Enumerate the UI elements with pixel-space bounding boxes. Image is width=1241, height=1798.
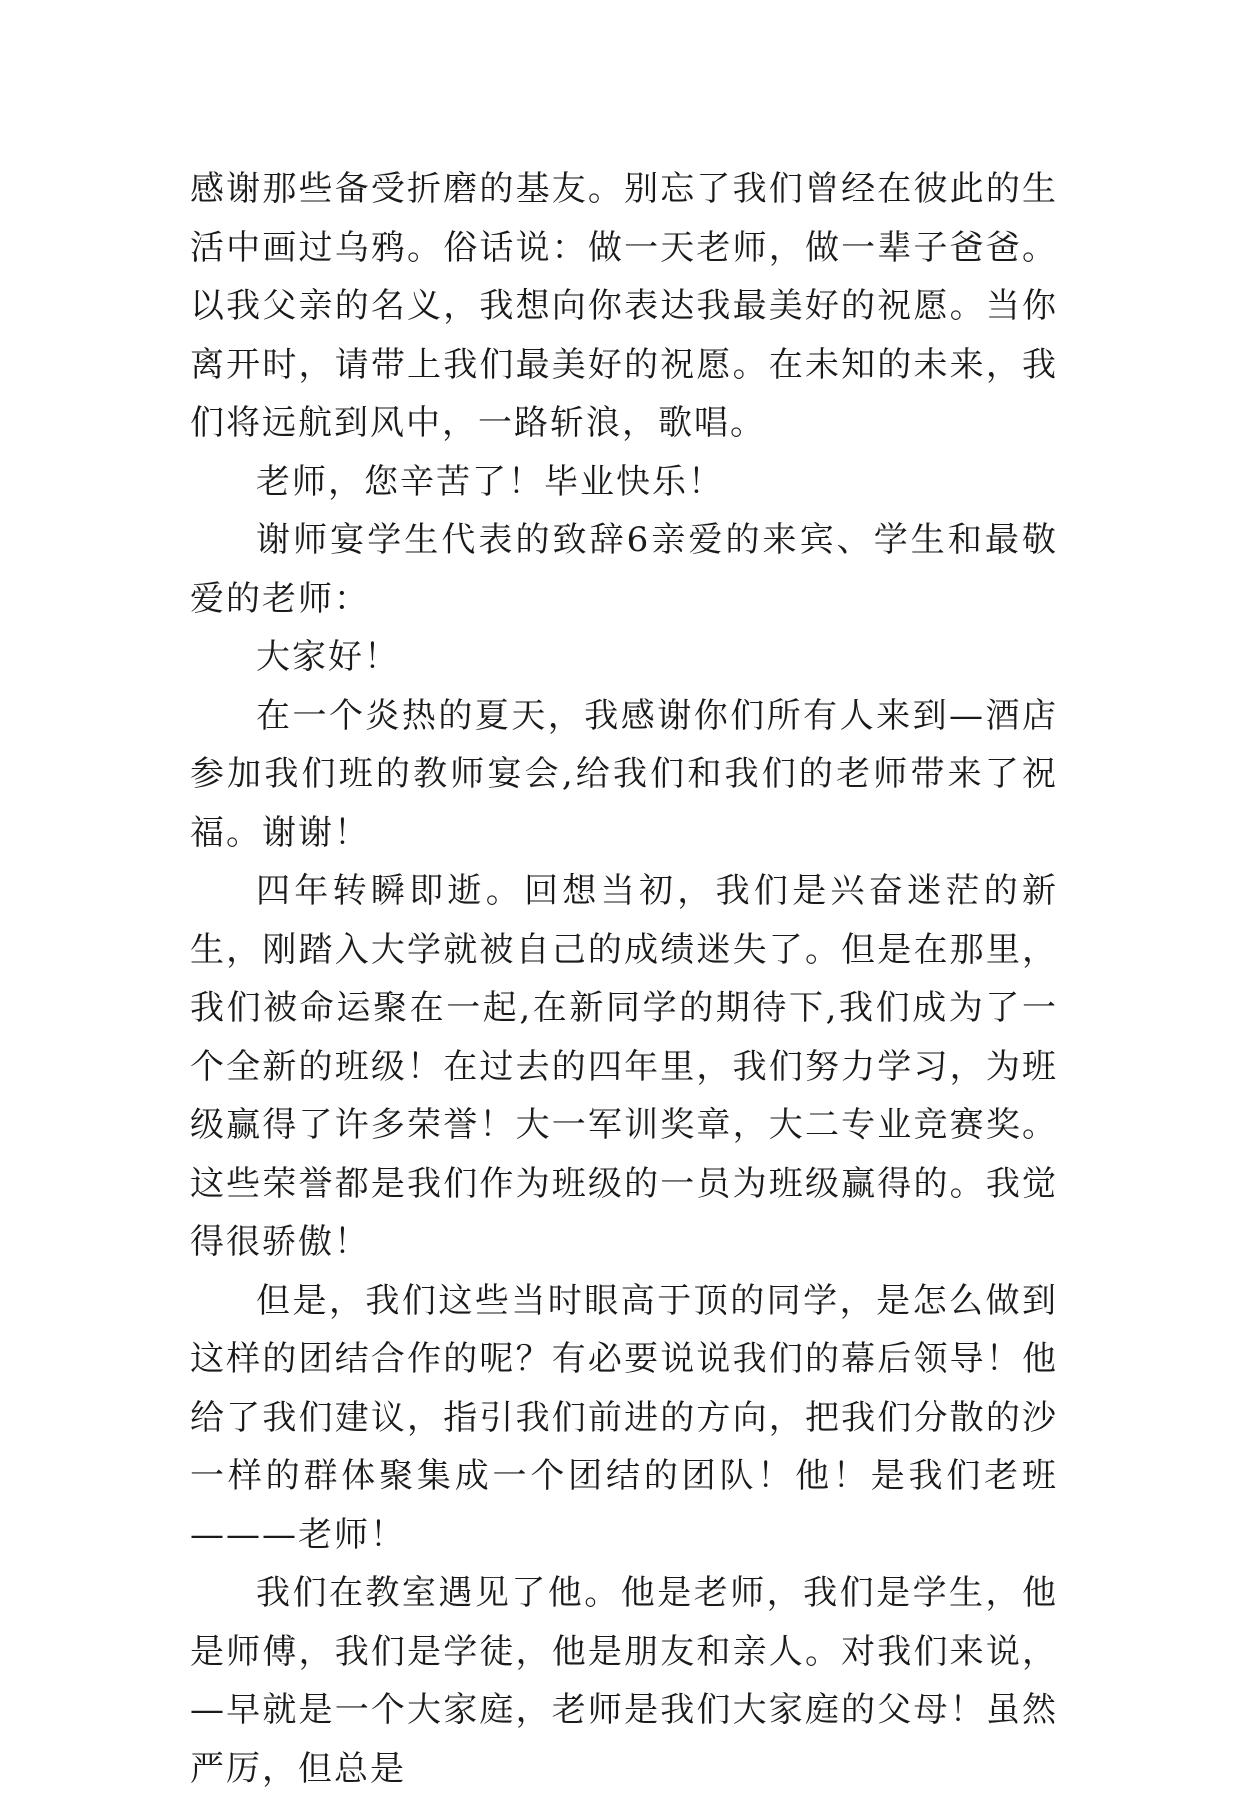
paragraph-8: 我们在教室遇见了他。他是老师，我们是学生，他是师傅，我们是学徒，他是朋友和亲人。对我们来说，—早就是一个大家庭，老师是我们大家庭的父母！虽然严厉，但总是	[190, 1573, 1058, 1789]
paragraph-4: 大家好！	[256, 637, 400, 677]
paragraph-7: 但是，我们这些当时眼高于顶的同学，是怎么做到这样的团结合作的呢？有必要说说我们的幕后领导！他给了我们建议，指引我们前进的方向，把我们分散的沙一样的群体聚集成一个团结的团队！他！是我们老班———老师！	[190, 1280, 1058, 1555]
paragraph-2: 老师，您辛苦了！毕业快乐！	[256, 461, 724, 502]
paragraph-6: 四年转瞬即逝。回想当初，我们是兴奋迷茫的新生，刚踏入大学就被自己的成绩迷失了。但是在那里，我们被命运聚在一起,在新同学的期待下,我们成为了一个全新的班级！在过去的四年里，我们努力学习，为班级赢得了许多荣誉！大一军训奖章，大二专业竞赛奖。这些荣誉都是我们作为班级的一员为班级赢得的。我觉得很骄傲！	[190, 871, 1058, 1262]
paragraph-3: 谢师宴学生代表的致辞6亲爱的来宾、学生和最敬爱的老师：	[190, 520, 1058, 619]
paragraph-1: 感谢那些备受折磨的基友。别忘了我们曾经在彼此的生活中画过乌鸦。俗话说：做一天老师，做一辈子爸爸。以我父亲的名义，我想向你表达我最美好的祝愿。当你离开时，请带上我们最美好的祝愿。在未知的未来，我们将远航到风中，一路斩浪，歌唱。	[190, 169, 1058, 443]
paragraph-5: 在一个炎热的夏天，我感谢你们所有人来到—酒店参加我们班的教师宴会,给我们和我们的老师带来了祝福。谢谢！	[190, 695, 1058, 853]
document-body	[190, 160, 1058, 1798]
